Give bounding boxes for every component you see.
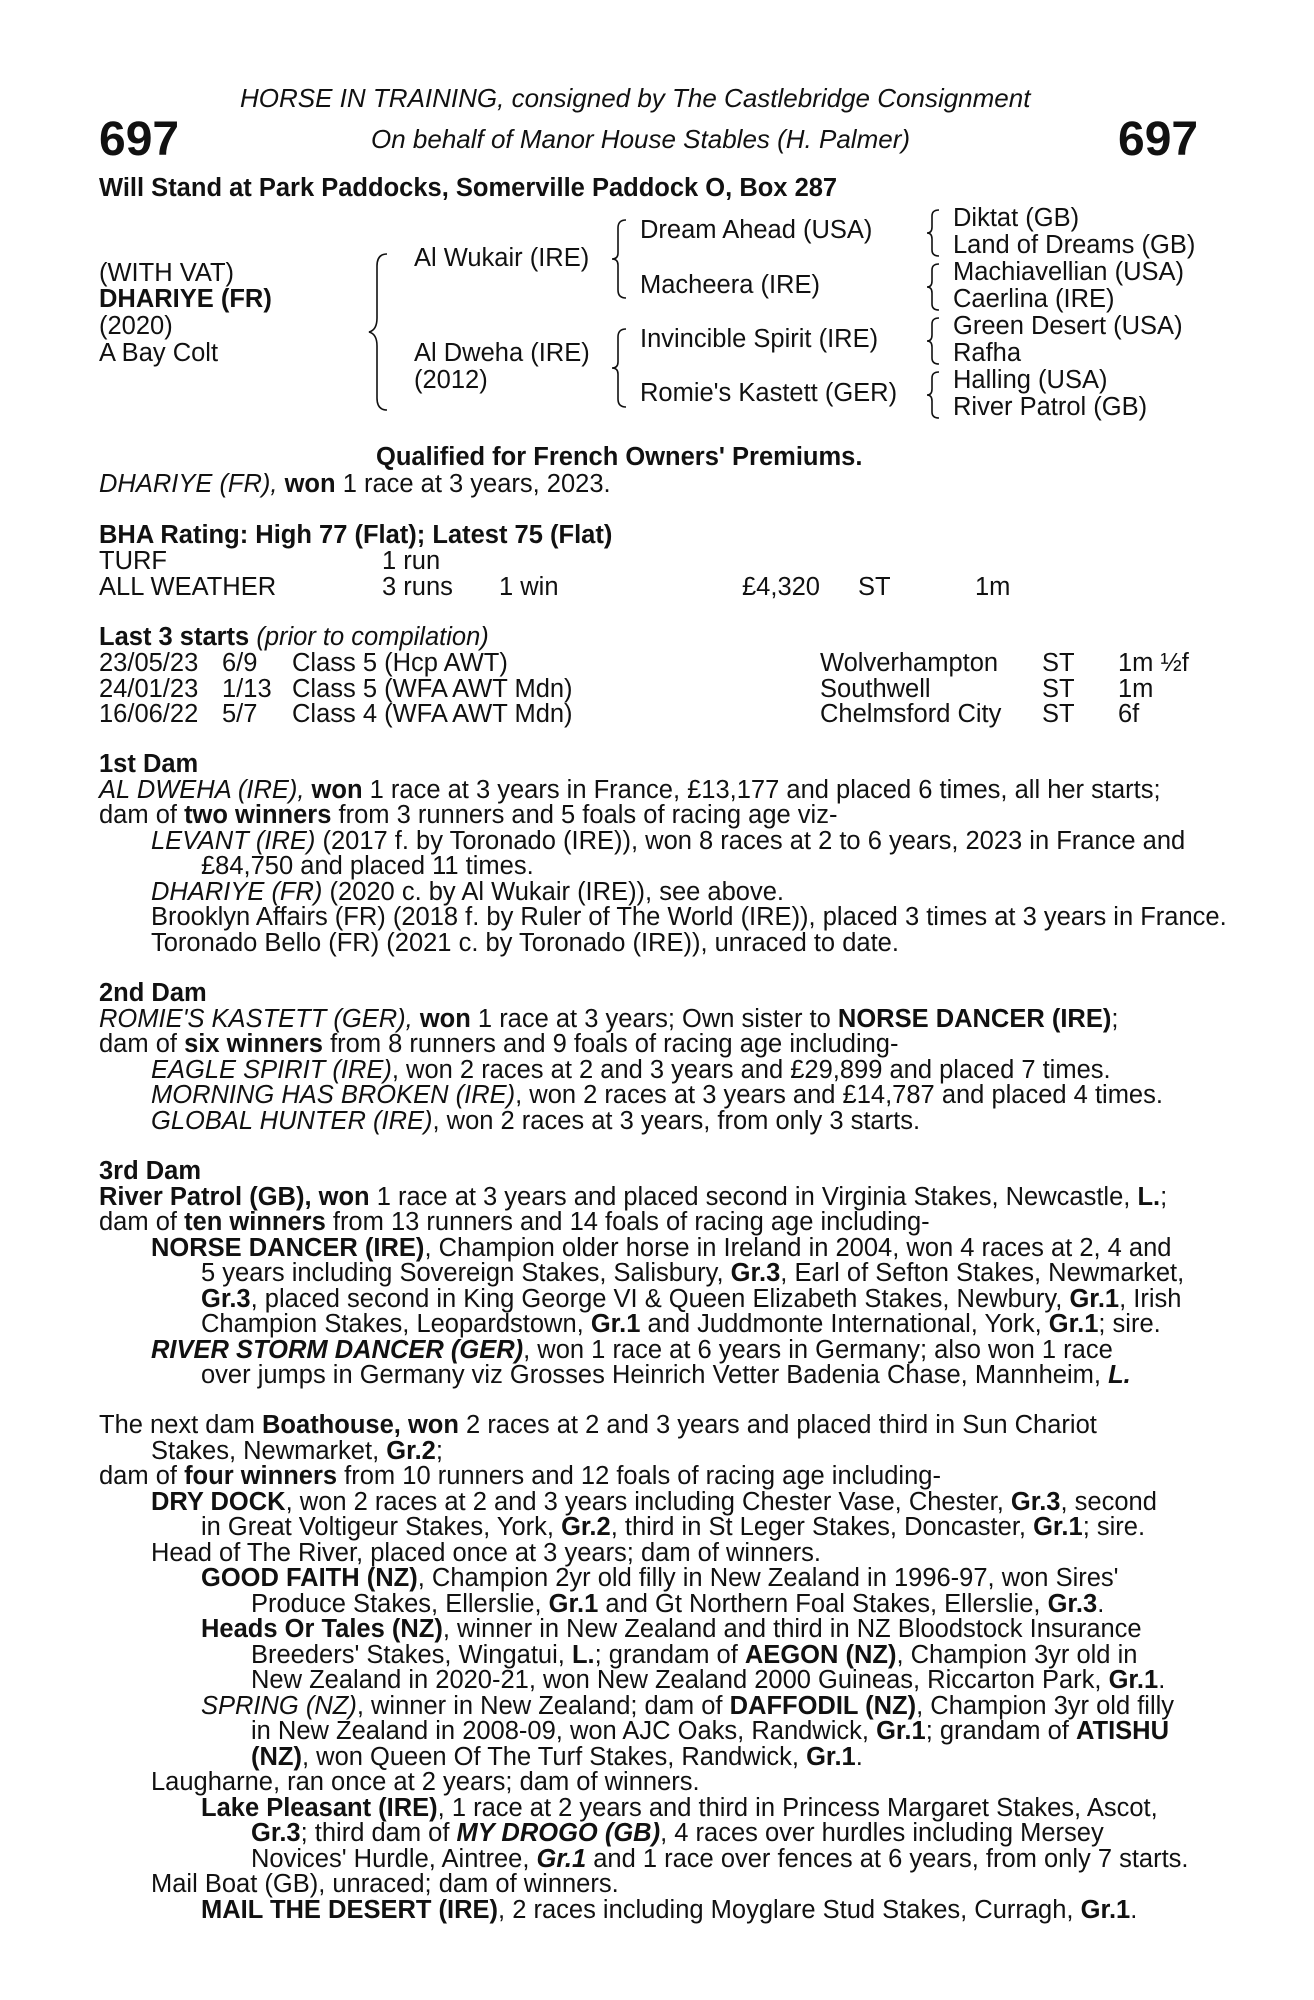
section-heading: 3rd Dam (99, 1157, 202, 1185)
horse-name: DHARIYE (FR) (99, 285, 272, 313)
horse-description: A Bay Colt (99, 339, 219, 367)
pedigree-brace-ss (925, 208, 943, 258)
pedigree-dam-dam: Romie's Kastett (GER) (640, 379, 898, 407)
pedigree-dam-sire: Invincible Spirit (IRE) (640, 325, 879, 353)
qualified-note: Qualified for French Owners' Premiums. (376, 443, 863, 471)
pedigree-dsd: Rafha (953, 339, 1022, 367)
section-heading: 2nd Dam (99, 979, 207, 1007)
section-heading: 1st Dam (99, 750, 199, 778)
pedigree-brace-sire (610, 218, 632, 300)
pedigree-sdd: Caerlina (IRE) (953, 285, 1115, 313)
stand-location: Will Stand at Park Paddocks, Somerville Paddock O, Box 287 (99, 174, 838, 202)
pedigree-ssd: Land of Dreams (GB) (953, 231, 1196, 259)
pedigree-sss: Diktat (GB) (953, 204, 1080, 232)
pedigree-brace-ds (925, 316, 943, 366)
consignment-line: HORSE IN TRAINING, consigned by The Castlebridge Consignment (240, 83, 1031, 113)
lot-number-right: 697 (1118, 113, 1199, 166)
last-starts-heading: Last 3 starts (prior to compilation) (99, 623, 489, 651)
pedigree-sire-dam: Macheera (IRE) (640, 271, 820, 299)
third-dam-section: 3rd Dam River Patrol (GB), won 1 race at 3 years and placed second in Virginia Stakes, Newcastle, L.; dam of ten winners from 13 runners and 14 foals of racing age including- NORSE DANCER (IRE), Champion older horse in Ireland in 2004, won 4 races at 2, 4 and 5 years including Sovereign Stakes, Salisbury, Gr.3, Earl of Sefton Stakes, Newmarket, Gr.3, placed second in King George VI & Queen Elizabeth Stakes, Newbury, Gr.1, Irish Champion Stakes, Leopardstown, Gr.1 and Juddmonte International, York, Gr.1; sire. RIVER STORM DANCER (GER), won 1 race at 6 years in Germany; also won 1 race over jumps in Germany viz Grosses Heinrich Vetter Badenia Chase, Mannheim, L. (99, 1159, 1209, 1389)
horse-year: (2020) (99, 312, 173, 340)
pedigree-brace-sd (925, 262, 943, 312)
first-dam-section: 1st Dam AL DWEHA (IRE), won 1 race at 3 years in France, £13,177 and placed 6 times, all her starts; dam of two winners from 3 runners and 5 foals of racing age viz- LEVANT (IRE) (2017 f. by Toronado (IRE)), won 8 races at 2 to 6 years, 2023 in France and £84,750 and placed 11 times. DHARIYE (FR) (2020 c. by Al Wukair (IRE)), see above. Brooklyn Affairs (FR) (2018 f. by Ruler of The World (IRE)), placed 3 times at 3 years in France. Toronado Bello (FR) (2021 c. by Toronado (IRE)), unraced to date. (99, 750, 1227, 957)
pedigree-sds: Machiavellian (USA) (953, 258, 1184, 286)
pedigree-sire-sire: Dream Ahead (USA) (640, 216, 873, 244)
race-summary: DHARIYE (FR), won 1 race at 3 years, 2023. (99, 470, 611, 498)
pedigree-dds: Halling (USA) (953, 366, 1108, 394)
pedigree-brace-dam (610, 327, 632, 409)
pedigree-dam: Al Dweha (IRE) (414, 339, 590, 367)
pedigree-sire: Al Wukair (IRE) (414, 244, 590, 272)
bha-rating: BHA Rating: High 77 (Flat); Latest 75 (Flat) (99, 521, 613, 549)
pedigree-dam-year: (2012) (414, 366, 488, 394)
vat-note: (WITH VAT) (99, 259, 235, 287)
pedigree-brace-dd (925, 370, 943, 420)
lot-number-left: 697 (99, 113, 180, 166)
pedigree-ddd: River Patrol (GB) (953, 393, 1148, 421)
next-dam-section: The next dam Boathouse, won 2 races at 2 and 3 years and placed third in Sun Chariot Stakes, Newmarket, Gr.2; dam of four winners from 10 runners and 12 foals of racing age including- DRY DOCK, won 2 races at 2 and 3 years including Chester Vase, Chester, Gr.3, second in Great Voltigeur Stakes, York, Gr.2, third in St Leger Stakes, Doncaster, Gr.1; sire. Head of The River, placed once at 3 years; dam of winners. GOOD FAITH (NZ), Champion 2yr old filly in New Zealand in 1996-97, won Sires' Produce Stakes, Ellerslie, Gr.1 and Gt Northern Foal Stakes, Ellerslie, Gr.3. Heads Or Tales (NZ), winner in New Zealand and third in NZ Bloodstock Insurance Breeders' Stakes, Wingatui, L.; grandam of AEGON (NZ), Champion 3yr old in New Zealand in 2020-21, won New Zealand 2000 Guineas, Riccarton Park, Gr.1. SPRING (NZ), winner in New Zealand; dam of DAFFODIL (NZ), Champion 3yr old filly in New Zealand in 2008-09, won AJC Oaks, Randwick, Gr.1; grandam of ATISHU (NZ), won Queen Of The Turf Stakes, Randwick, Gr.1. Laugharne, ran once at 2 years; dam of winners. Lake Pleasant (IRE), 1 race at 2 years and third in Princess Margaret Stakes, Ascot, Gr.3; third dam of MY DROGO (GB), 4 races over hurdles including Mersey Novices' Hurdle, Aintree, Gr.1 and 1 race over fences at 6 years, from only 7 starts. Mail Boat (GB), unraced; dam of winners. MAIL THE DESERT (IRE), 2 races including Moyglare Stud Stakes, Curragh, Gr.1. (99, 1411, 1189, 1924)
pedigree-dss: Green Desert (USA) (953, 312, 1183, 340)
second-dam-section: 2nd Dam ROMIE'S KASTETT (GER), won 1 race at 3 years; Own sister to NORSE DANCER (IRE); dam of six winners from 8 runners and 9 foals of racing age including- EAGLE SPIRIT (IRE), won 2 races at 2 and 3 years and £29,899 and placed 7 times. MORNING HAS BROKEN (IRE), won 2 races at 3 years and £14,787 and placed 4 times. GLOBAL HUNTER (IRE), won 2 races at 3 years, from only 3 starts. (99, 981, 1209, 1134)
on-behalf-line: On behalf of Manor House Stables (H. Palmer) (371, 124, 911, 154)
pedigree-brace-main (367, 252, 397, 412)
